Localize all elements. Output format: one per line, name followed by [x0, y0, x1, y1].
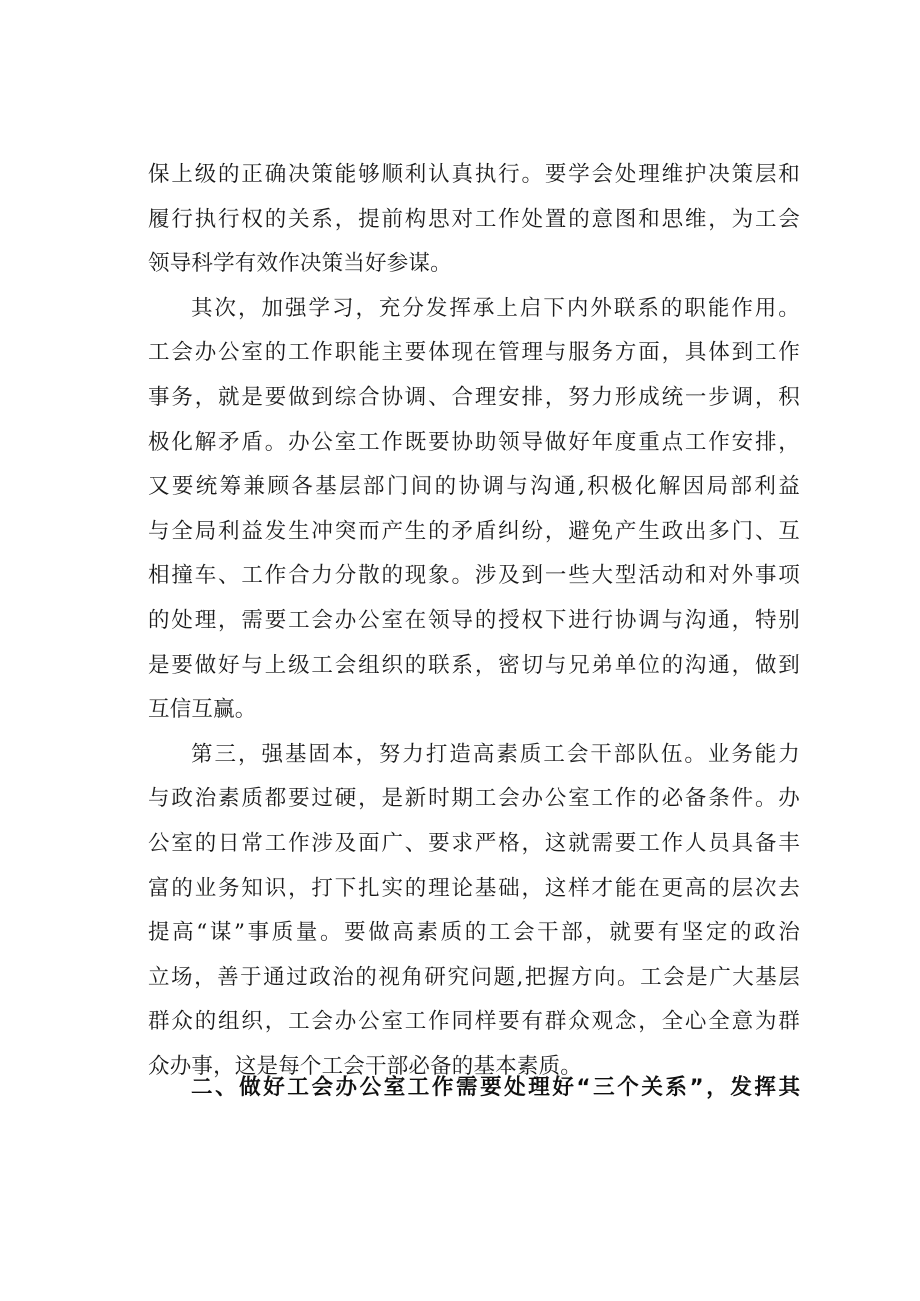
text-line: 保上级的正确决策能够顺利认真执行。要学会处理维护决策层和 [148, 162, 800, 187]
text-line: 众办事，这是每个工会干部必备的基本素质。 [148, 1053, 583, 1079]
text-line: 工会办公室的工作职能主要体现在管理与服务方面，具体到工作 [148, 340, 800, 366]
text-line: 事务，就是要做到综合协调、合理安排，努力形成统一步调，积 [148, 384, 800, 410]
text-line: 公室的日常工作涉及面广、要求严格，这就需要工作人员具备丰 [148, 830, 800, 856]
text-line: 履行执行权的关系，提前构思对工作处置的意图和思维，为工会 [148, 206, 800, 232]
text-line: 立场，善于通过政治的视角研究问题,把握方向。工会是广大基层 [148, 964, 800, 990]
paragraph-first-line: 第三，强基固本，努力打造高素质工会干部队伍。业务能力 [191, 741, 800, 767]
text-line: 群众的组织，工会办公室工作同样要有群众观念，全心全意为群 [148, 1009, 800, 1035]
text-line: 的处理，需要工会办公室在领导的授权下进行协调与沟通，特别 [148, 607, 800, 633]
body-text [148, 153, 800, 1089]
text-line: 与全局利益发生冲突而产生的矛盾纠纷，避免产生政出多门、互 [148, 518, 800, 544]
text-line: 富的业务知识，打下扎实的理论基础，这样才能在更高的层次去 [148, 875, 800, 901]
paragraph-first-line: 其次，加强学习，充分发挥承上启下内外联系的职能作用。 [191, 295, 800, 321]
text-line: 互信互赢。 [148, 697, 257, 723]
text-line: 与政治素质都要过硬，是新时期工会办公室工作的必备条件。办 [148, 786, 800, 812]
text-line: 是要做好与上级工会组织的联系，密切与兄弟单位的沟通，做到 [148, 652, 800, 678]
text-line: 领导科学有效作决策当好参谋。 [148, 251, 452, 277]
section-heading: 二、做好工会办公室工作需要处理好“三个关系”，发挥其 [191, 1075, 800, 1100]
text-line: 又要统筹兼顾各基层部门间的协调与沟通,积极化解因局部利益 [148, 474, 800, 500]
text-line: 相撞车、工作合力分散的现象。涉及到一些大型活动和对外事项 [148, 563, 800, 589]
text-line: 极化解矛盾。办公室工作既要协助领导做好年度重点工作安排， [148, 429, 800, 455]
text-line: 提高“谋”事质量。要做高素质的工会干部，就要有坚定的政治 [148, 920, 800, 946]
